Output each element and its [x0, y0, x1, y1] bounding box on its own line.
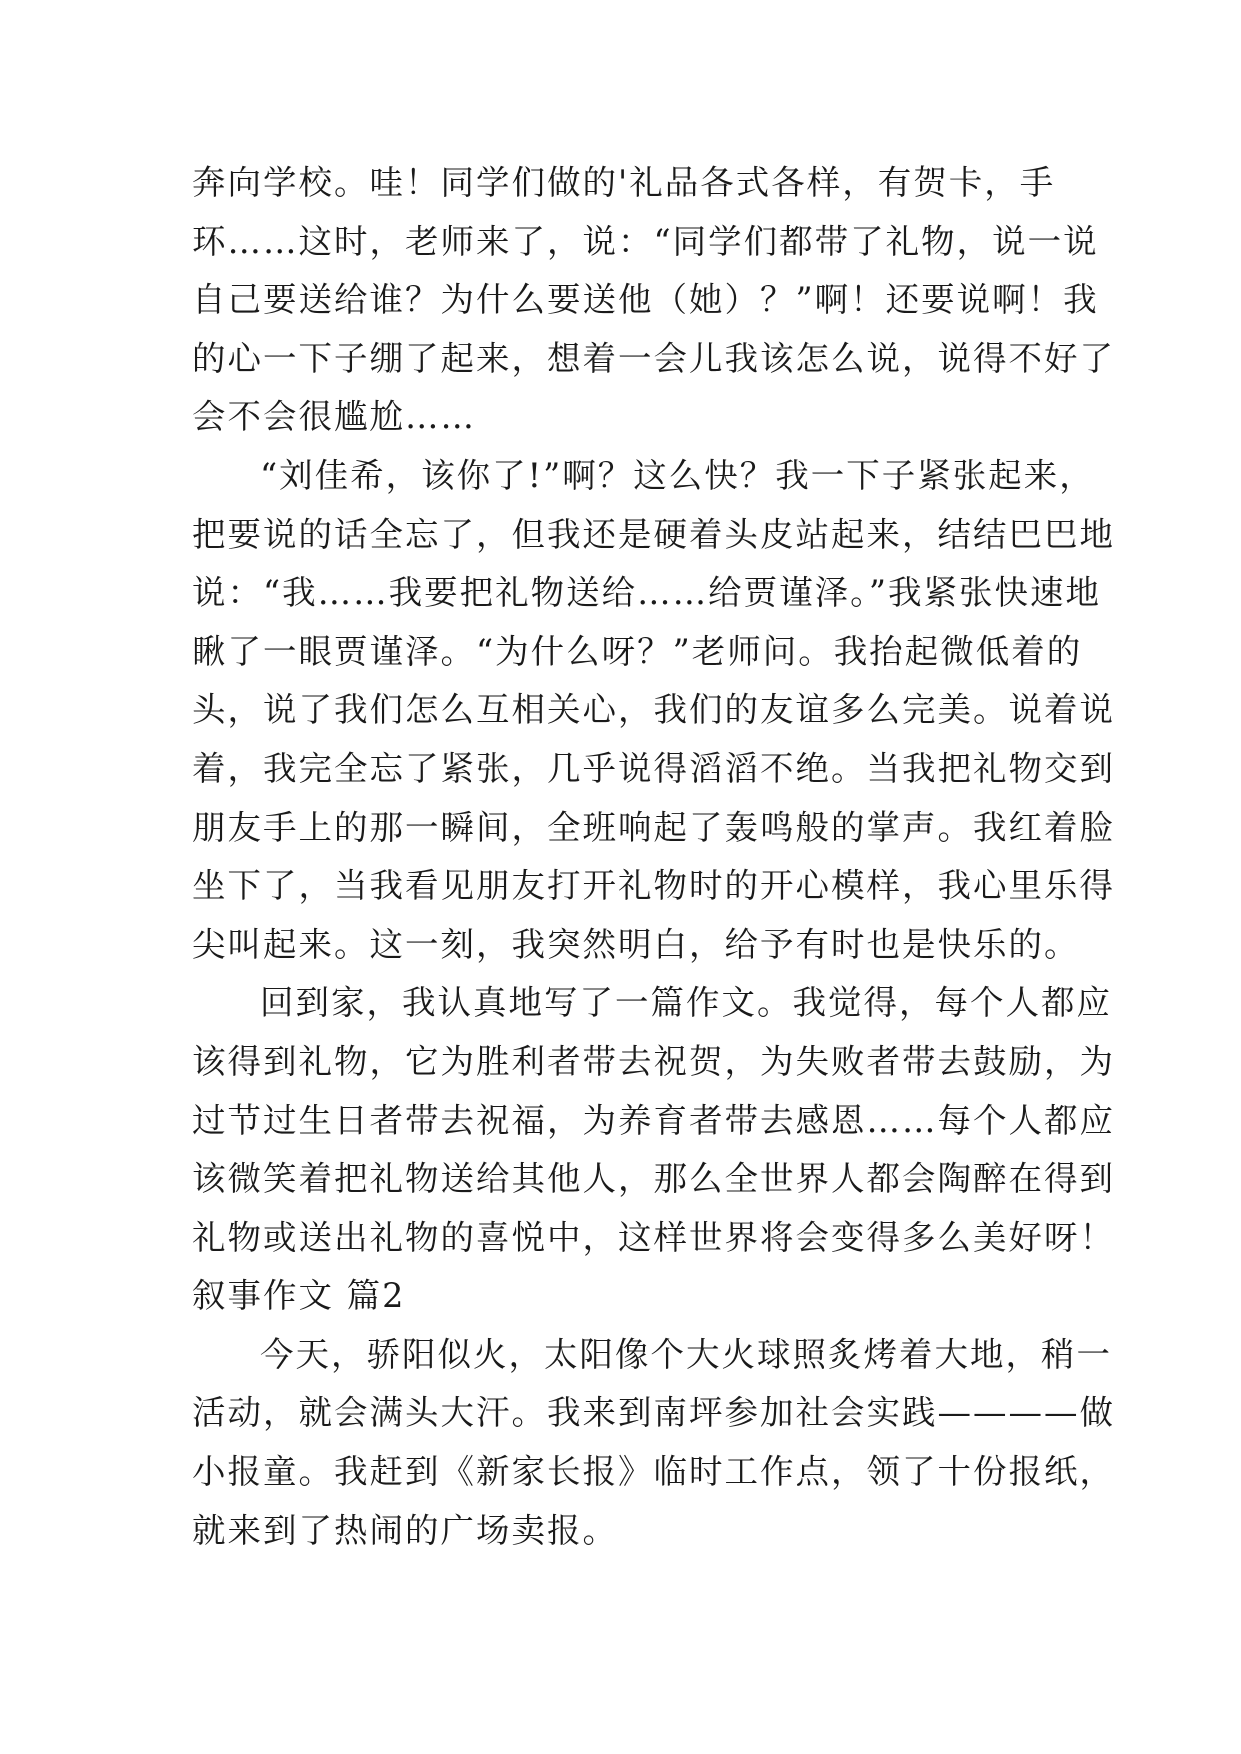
text-line: 就来到了热闹的广场卖报。	[192, 1510, 618, 1550]
text-line: 的心一下子绷了起来，想着一会儿我该怎么说，说得不好了	[192, 338, 1115, 378]
essay-body	[192, 154, 1115, 1560]
text-line: 该微笑着把礼物送给其他人，那么全世界人都会陶醉在得到	[192, 1159, 1115, 1199]
paragraph-first-line: 回到家，我认真地写了一篇作文。我觉得，每个人都应	[260, 983, 1112, 1023]
text-line: 奔向学校。哇！同学们做的'礼品各式各样，有贺卡，手	[192, 163, 1056, 202]
text-line: 礼物或送出礼物的喜悦中，这样世界将会变得多么美好呀！	[192, 1217, 1115, 1257]
text-line: 会不会很尴尬……	[192, 397, 476, 437]
text-line: 小报童。我赶到《新家长报》临时工作点，领了十份报纸，	[192, 1452, 1115, 1492]
paragraph-first-line: 今天，骄阳似火，太阳像个大火球照炙烤着大地，稍一	[260, 1334, 1112, 1374]
paragraph-first-line: “刘佳希，该你了!”啊？这么快？我一下子紧张起来，	[260, 455, 1095, 495]
text-line: 过节过生日者带去祝福，为养育者带去感恩……每个人都应	[192, 1100, 1115, 1140]
text-line: 环……这时，老师来了，说：“同学们都带了礼物，说一说	[192, 221, 1099, 261]
text-line: 着，我完全忘了紧张，几乎说得滔滔不绝。当我把礼物交到	[192, 748, 1115, 788]
text-line: 活动，就会满头大汗。我来到南坪参加社会实践————做	[192, 1393, 1115, 1433]
text-line: 尖叫起来。这一刻，我突然明白，给予有时也是快乐的。	[192, 924, 1080, 964]
text-line: 把要说的话全忘了，但我还是硬着头皮站起来，结结巴巴地	[192, 514, 1115, 554]
text-line: 自己要送给谁？为什么要送他（她）？”啊！还要说啊！我	[192, 280, 1099, 320]
text-line: 头，说了我们怎么互相关心，我们的友谊多么完美。说着说	[192, 690, 1115, 730]
section-heading: 叙事作文 篇2	[192, 1276, 406, 1316]
text-line: 瞅了一眼贾谨泽。“为什么呀？”老师问。我抬起微低着的	[192, 631, 1083, 671]
text-line: 坐下了，当我看见朋友打开礼物时的开心模样，我心里乐得	[192, 866, 1115, 906]
text-line: 朋友手上的那一瞬间，全班响起了轰鸣般的掌声。我红着脸	[192, 807, 1115, 847]
text-line: 该得到礼物，它为胜利者带去祝贺，为失败者带去鼓励，为	[192, 1041, 1115, 1081]
text-line: 说：“我……我要把礼物送给……给贾谨泽。”我紧张快速地	[192, 573, 1102, 613]
